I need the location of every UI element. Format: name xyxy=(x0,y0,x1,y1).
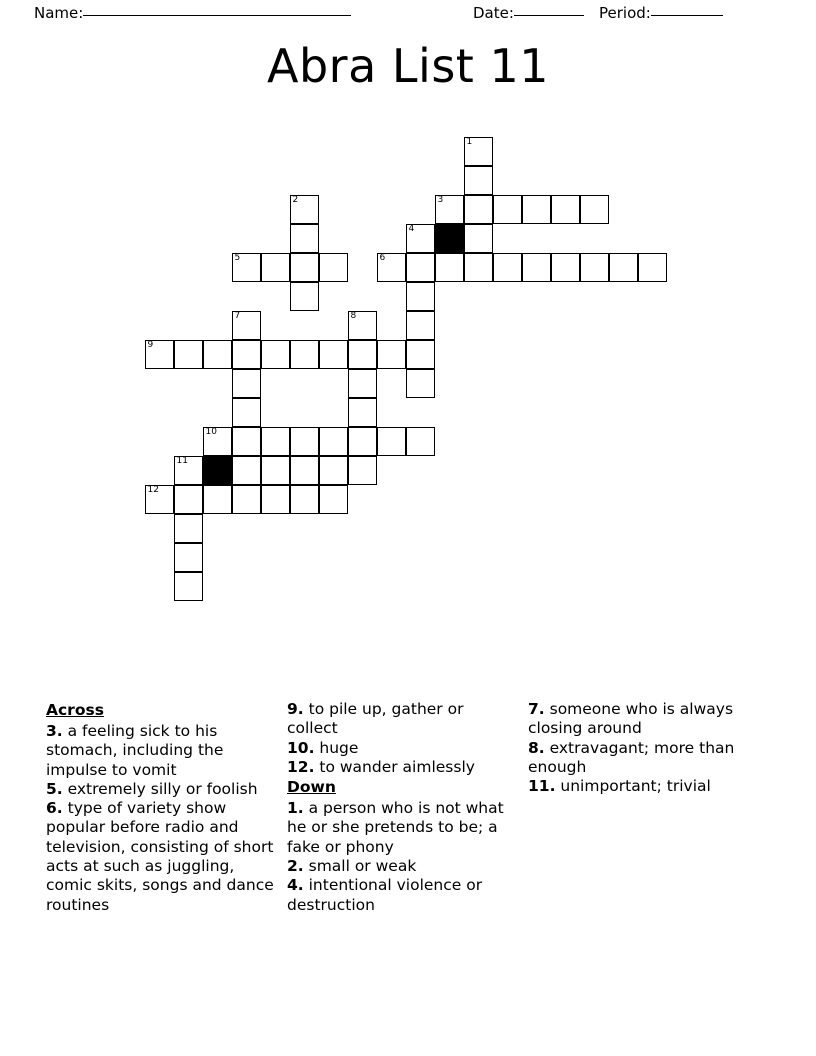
clue-number: 8. xyxy=(528,738,545,757)
across-heading: Across xyxy=(46,701,104,719)
crossword-cell[interactable] xyxy=(406,427,435,456)
crossword-cell[interactable] xyxy=(377,427,406,456)
clue-down-8 xyxy=(528,739,758,778)
period-label: Period: xyxy=(599,4,651,22)
clue-down-11 xyxy=(528,777,758,796)
clue-text: a person who is not what he or she pretends to be; a fake or phony xyxy=(287,799,504,856)
crossword-cell[interactable] xyxy=(348,369,377,398)
clue-text: a feeling sick to his stomach, including the impulse to vomit xyxy=(46,722,224,779)
cell-number: 7 xyxy=(234,311,241,321)
clues-column-3 xyxy=(528,700,770,796)
crossword-cell[interactable] xyxy=(174,572,203,601)
crossword-cell[interactable] xyxy=(174,543,203,572)
clue-number: 1. xyxy=(287,799,304,818)
crossword-cell[interactable] xyxy=(174,514,203,543)
crossword-cell[interactable] xyxy=(493,195,522,224)
crossword-cell[interactable] xyxy=(580,253,609,282)
down-heading: Down xyxy=(287,778,336,797)
crossword-cell[interactable] xyxy=(290,485,319,514)
crossword-cell[interactable] xyxy=(522,195,551,224)
clues-column-1 xyxy=(46,700,287,915)
crossword-cell[interactable] xyxy=(290,253,319,282)
clue-number: 3. xyxy=(46,722,63,740)
crossword-cell[interactable] xyxy=(348,340,377,369)
period-blank-rule xyxy=(651,2,723,16)
date-label: Date: xyxy=(473,4,514,22)
crossword-cell[interactable] xyxy=(261,253,290,282)
crossword-cell[interactable] xyxy=(406,282,435,311)
crossword-cell[interactable] xyxy=(348,311,377,340)
clue-text: to pile up, gather or collect xyxy=(287,700,464,738)
clue-down-7 xyxy=(528,700,758,739)
clue-number: 12. xyxy=(287,757,315,776)
crossword-cell[interactable] xyxy=(406,340,435,369)
worksheet-header xyxy=(0,0,816,24)
crossword-cell[interactable] xyxy=(348,427,377,456)
crossword-cell[interactable] xyxy=(174,456,203,485)
date-field-group xyxy=(473,2,584,22)
crossword-cell[interactable] xyxy=(232,311,261,340)
clue-text: to wander aimlessly xyxy=(314,757,475,776)
cell-number: 2 xyxy=(292,195,299,205)
date-blank-rule xyxy=(514,2,584,16)
cell-number: 5 xyxy=(234,253,241,263)
cell-number: 11 xyxy=(176,456,188,466)
clue-number: 9. xyxy=(287,700,304,718)
crossword-cell[interactable] xyxy=(348,398,377,427)
crossword-cell[interactable] xyxy=(232,456,261,485)
crossword-cell[interactable] xyxy=(319,253,348,282)
crossword-cell[interactable] xyxy=(174,340,203,369)
crossword-cell[interactable] xyxy=(377,340,406,369)
cell-number: 9 xyxy=(147,340,154,350)
crossword-cell[interactable] xyxy=(203,340,232,369)
clue-across-12 xyxy=(287,758,516,777)
crossword-cell[interactable] xyxy=(232,485,261,514)
cell-number: 6 xyxy=(379,253,386,263)
crossword-cell[interactable] xyxy=(406,311,435,340)
clue-number: 11. xyxy=(528,777,556,796)
crossword-cell[interactable] xyxy=(551,253,580,282)
crossword-cell[interactable] xyxy=(464,195,493,224)
crossword-cell[interactable] xyxy=(261,340,290,369)
clue-text: intentional violence or destruction xyxy=(287,876,483,914)
clue-across-9 xyxy=(287,700,516,739)
clue-number: 6. xyxy=(46,799,63,818)
clue-text: type of variety show popular before radio and television, consisting of short acts at such as juggling, comic skits, songs and dance routines xyxy=(46,799,274,914)
crossword-cell[interactable] xyxy=(377,253,406,282)
name-field-group xyxy=(34,2,351,22)
clue-text: unimportant; trivial xyxy=(555,777,711,796)
crossword-cell[interactable] xyxy=(464,137,493,166)
crossword-cell[interactable] xyxy=(638,253,667,282)
crossword-cell[interactable] xyxy=(261,427,290,456)
cell-number: 4 xyxy=(408,224,415,234)
crossword-cell[interactable] xyxy=(261,485,290,514)
crossword-cell[interactable] xyxy=(580,195,609,224)
cell-number: 3 xyxy=(437,195,444,205)
clue-number: 2. xyxy=(287,857,304,876)
crossword-cell[interactable] xyxy=(232,427,261,456)
crossword-cell[interactable] xyxy=(290,282,319,311)
clue-down-2 xyxy=(287,857,516,876)
crossword-cell[interactable] xyxy=(464,224,493,253)
cell-number: 8 xyxy=(350,311,357,321)
clue-across-3 xyxy=(46,722,275,780)
crossword-cell[interactable] xyxy=(290,427,319,456)
cell-number: 10 xyxy=(205,427,217,437)
page-title: Abra List 11 xyxy=(267,39,549,93)
crossword-cell[interactable] xyxy=(348,456,377,485)
crossword-cell[interactable] xyxy=(406,253,435,282)
crossword-cell[interactable] xyxy=(319,340,348,369)
clues-section xyxy=(46,700,770,915)
crossword-cell[interactable] xyxy=(522,253,551,282)
clue-number: 10. xyxy=(287,738,315,757)
crossword-cell[interactable] xyxy=(290,340,319,369)
name-label: Name: xyxy=(34,4,84,22)
clue-across-5 xyxy=(46,780,275,799)
crossword-cell[interactable] xyxy=(493,253,522,282)
crossword-cell[interactable] xyxy=(551,195,580,224)
crossword-cell[interactable] xyxy=(609,253,638,282)
clue-down-4 xyxy=(287,876,516,915)
clue-down-1 xyxy=(287,799,516,857)
crossword-cell[interactable] xyxy=(145,485,174,514)
crossword-cell[interactable] xyxy=(145,340,174,369)
crossword-cell[interactable] xyxy=(290,224,319,253)
crossword-cell[interactable] xyxy=(319,485,348,514)
crossword-cell[interactable] xyxy=(406,224,435,253)
clue-across-6 xyxy=(46,799,275,915)
crossword-cell[interactable] xyxy=(290,195,319,224)
clue-text: extravagant; more than enough xyxy=(528,738,735,776)
crossword-block-cell xyxy=(435,224,464,253)
crossword-cell[interactable] xyxy=(464,166,493,195)
crossword-cell[interactable] xyxy=(232,369,261,398)
crossword-block-cell xyxy=(203,456,232,485)
clue-text: huge xyxy=(314,738,359,757)
period-field-group xyxy=(599,2,723,22)
crossword-cell[interactable] xyxy=(261,456,290,485)
clue-number: 4. xyxy=(287,876,304,895)
crossword-cell[interactable] xyxy=(203,427,232,456)
crossword-cell[interactable] xyxy=(232,253,261,282)
crossword-cell[interactable] xyxy=(203,485,232,514)
crossword-cell[interactable] xyxy=(319,427,348,456)
cell-number: 1 xyxy=(466,137,473,147)
crossword-cell[interactable] xyxy=(435,195,464,224)
crossword-cell[interactable] xyxy=(232,340,261,369)
crossword-cell[interactable] xyxy=(290,456,319,485)
clue-text: extremely silly or foolish xyxy=(62,779,258,798)
clue-text: small or weak xyxy=(303,857,417,876)
name-blank-rule xyxy=(83,2,351,16)
clues-column-2 xyxy=(287,700,528,915)
crossword-grid xyxy=(145,137,685,617)
crossword-cell[interactable] xyxy=(406,369,435,398)
cell-number: 12 xyxy=(147,485,159,495)
clue-number: 5. xyxy=(46,779,63,798)
crossword-cell[interactable] xyxy=(232,398,261,427)
crossword-cell[interactable] xyxy=(435,253,464,282)
clue-text: someone who is always closing around xyxy=(528,700,734,738)
crossword-cell[interactable] xyxy=(319,456,348,485)
clue-across-10 xyxy=(287,739,516,758)
crossword-cell[interactable] xyxy=(464,253,493,282)
clue-number: 7. xyxy=(528,700,545,718)
crossword-cell[interactable] xyxy=(174,485,203,514)
